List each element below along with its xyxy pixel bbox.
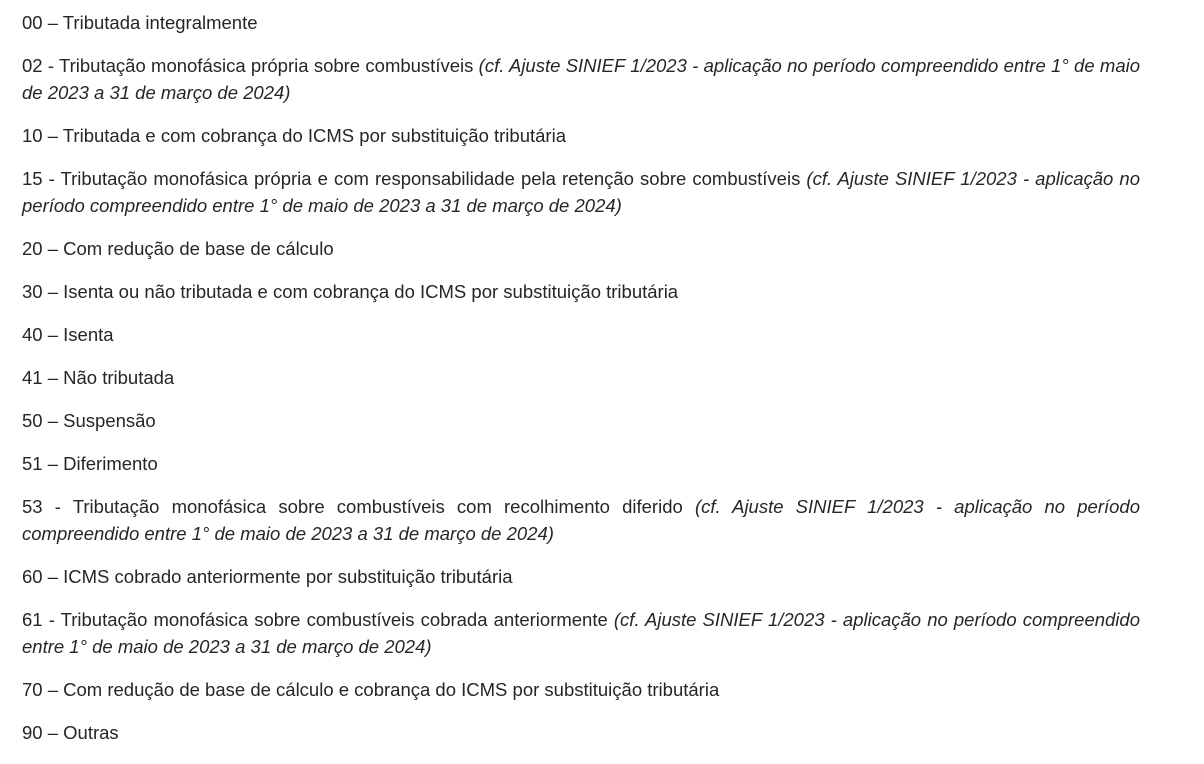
entry-note: (cf. Ajuste SINIEF 1/2023 - aplicação no período compreendido entre 1° de maio de 2023 a 31 de março de 2024)	[22, 609, 1140, 657]
entry-note: (cf. Ajuste SINIEF 1/2023 - aplicação no período compreendido entre 1° de maio de 2023 a 31 de março de 2024)	[22, 168, 1140, 216]
cst-entry-51	[22, 450, 1140, 477]
cst-entry-10	[22, 122, 1140, 149]
entry-text: 20 – Com redução de base de cálculo	[22, 238, 334, 259]
entry-text: 40 – Isenta	[22, 324, 114, 345]
entry-text: 00 – Tributada integralmente	[22, 12, 258, 33]
entry-text: 41 – Não tributada	[22, 367, 175, 388]
entry-note: (cf. Ajuste SINIEF 1/2023 - aplicação no período compreendido entre 1° de maio de 2023 a 31 de março de 2024)	[22, 55, 1141, 103]
entry-text: 90 – Outras	[22, 722, 119, 743]
entry-text: 51 – Diferimento	[22, 453, 158, 474]
entry-text: 61 - Tributação monofásica sobre combustíveis cobrada anteriormente	[22, 609, 614, 630]
entry-text: 50 – Suspensão	[22, 410, 156, 431]
entry-text: 70 – Com redução de base de cálculo e cobrança do ICMS por substituição tributária	[22, 679, 720, 700]
cst-entry-15	[22, 165, 1140, 219]
cst-entry-50	[22, 407, 1140, 434]
entry-text: 10 – Tributada e com cobrança do ICMS por substituição tributária	[22, 125, 566, 146]
cst-entry-02	[22, 52, 1140, 106]
cst-entry-41	[22, 364, 1140, 391]
cst-entry-70	[22, 676, 1140, 703]
cst-entry-61	[22, 606, 1140, 660]
cst-entry-30	[22, 278, 1140, 305]
entry-text: 60 – ICMS cobrado anteriormente por substituição tributária	[22, 566, 513, 587]
entry-text: 02 - Tributação monofásica própria sobre combustíveis	[22, 55, 479, 76]
entry-note: (cf. Ajuste SINIEF 1/2023 - aplicação no período compreendido entre 1° de maio de 2023 a 31 de março de 2024)	[22, 496, 1140, 544]
cst-entry-60	[22, 563, 1140, 590]
cst-entry-00	[22, 9, 1140, 36]
cst-entry-90	[22, 719, 1140, 746]
cst-entry-40	[22, 321, 1140, 348]
entry-text: 30 – Isenta ou não tributada e com cobrança do ICMS por substituição tributária	[22, 281, 679, 302]
entry-text: 53 - Tributação monofásica sobre combustíveis com recolhimento diferido	[22, 496, 695, 517]
entry-text: 15 - Tributação monofásica própria e com responsabilidade pela retenção sobre combustíveis	[22, 168, 807, 189]
cst-entry-53	[22, 493, 1140, 547]
cst-entry-20	[22, 235, 1140, 262]
